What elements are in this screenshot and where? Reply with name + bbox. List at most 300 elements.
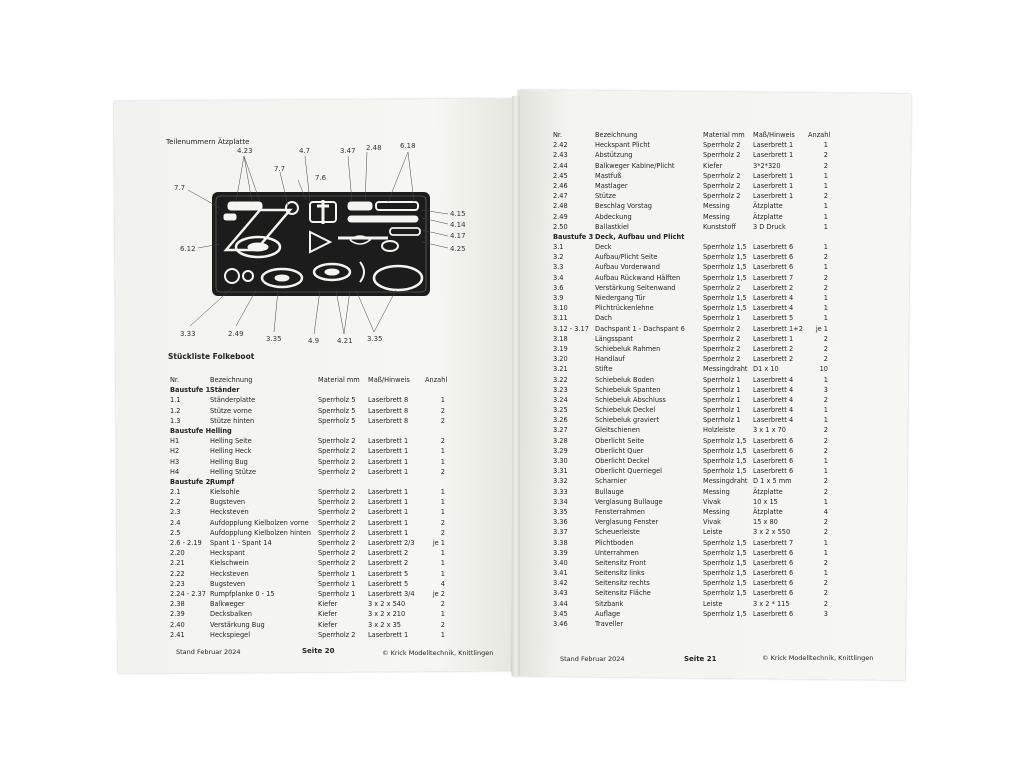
cell-anzahl: 1 <box>440 498 445 507</box>
table-row <box>553 487 873 497</box>
table-row <box>170 497 460 507</box>
cell-anzahl: 2 <box>823 558 828 567</box>
table-row <box>553 527 873 537</box>
col-header-mass: Maß/Hinweis <box>368 376 410 384</box>
cell-anzahl: je 1 <box>815 324 828 333</box>
cell-nr: 2.45 <box>553 171 568 180</box>
cell-nr: 2.48 <box>553 202 568 211</box>
table-header <box>553 130 873 140</box>
cell-material: Sperrholz 1,5 <box>703 538 747 547</box>
cell-nr: 3.25 <box>553 406 568 415</box>
cell-bezeichnung: Rumpf <box>210 477 235 486</box>
cell-nr: 3.46 <box>553 620 568 628</box>
cell-bezeichnung: Verstärkung Seitenwand <box>595 283 676 292</box>
cell-mass: Laserbrett 1 <box>753 171 794 180</box>
col-header-mass: Maß/Hinweis <box>753 131 795 139</box>
cell-bezeichnung: Seitensitz links <box>595 569 645 578</box>
cell-nr: 2.43 <box>553 151 568 160</box>
cell-material: Leiste <box>703 599 723 608</box>
cell-mass: Laserbrett 6 <box>753 457 794 465</box>
cell-anzahl: 2 <box>823 161 828 170</box>
cell-bezeichnung: Fensterrahmen <box>595 507 645 516</box>
cell-material: Sperrholz 2 <box>703 141 741 150</box>
cell-mass: Laserbrett 4 <box>753 304 794 313</box>
cell-nr: 2.3 <box>170 508 181 517</box>
cell-bezeichnung: Ständer <box>210 386 240 395</box>
table-row <box>553 252 873 262</box>
cell-nr: 3.21 <box>553 365 568 374</box>
cell-nr: H3 <box>170 457 180 466</box>
cell-anzahl: 1 <box>823 314 828 323</box>
table-row <box>170 406 460 416</box>
cell-bezeichnung: Stütze <box>595 192 617 201</box>
table-row <box>553 588 873 598</box>
section-row <box>170 477 460 487</box>
cell-bezeichnung: Schiebeluk Boden <box>595 375 655 384</box>
cell-anzahl: 1 <box>440 488 445 497</box>
table-row <box>553 578 873 588</box>
cell-mass: Laserbrett 6 <box>753 436 794 445</box>
cell-material: Sperrholz 1 <box>318 589 356 598</box>
cell-anzahl: 1 <box>440 447 445 456</box>
parts-list-heading: Stückliste Folkeboot <box>168 352 255 361</box>
cell-bezeichnung: Deck <box>595 243 612 252</box>
table-row <box>553 538 873 548</box>
col-header-bezeichnung: Bezeichnung <box>210 376 253 384</box>
cell-mass: Laserbrett 8 <box>368 396 409 405</box>
cell-nr: 2.40 <box>170 620 185 629</box>
table-row <box>553 517 873 527</box>
cell-mass: Laserbrett 5 <box>368 569 409 578</box>
col-header-material: Material mm <box>703 131 745 139</box>
cell-anzahl: 1 <box>823 263 828 272</box>
cell-nr: 3.4 <box>553 273 564 282</box>
cell-mass: Laserbrett 1 <box>368 508 409 517</box>
cell-bezeichnung: Scheuerleiste <box>595 528 640 537</box>
cell-anzahl: 2 <box>823 528 828 537</box>
cell-bezeichnung: Hecksteven <box>210 508 249 517</box>
cell-bezeichnung: Sitzbank <box>595 599 624 608</box>
cell-bezeichnung: Bugsteven <box>210 579 246 588</box>
cell-anzahl: 1 <box>823 141 828 150</box>
cell-anzahl: 2 <box>440 518 445 527</box>
cell-nr: 3.32 <box>553 477 568 486</box>
cell-material: Sperrholz 2 <box>318 539 356 547</box>
cell-bezeichnung: Helling Stütze <box>210 467 257 476</box>
cell-bezeichnung: Unterrahmen <box>595 548 639 557</box>
cell-bezeichnung: Mastlager <box>595 181 628 190</box>
cell-bezeichnung: Oberlicht Querriegel <box>595 467 662 476</box>
cell-nr: 2.39 <box>170 610 185 619</box>
cell-bezeichnung: Heckspant Plicht <box>595 141 651 150</box>
table-row <box>553 385 873 395</box>
cell-mass: D 1 x 5 mm <box>753 477 792 486</box>
table-row <box>553 619 873 629</box>
table-row <box>170 528 460 538</box>
cell-anzahl: 1 <box>823 548 828 557</box>
cell-anzahl: 1 <box>823 294 828 302</box>
table-row <box>553 201 873 211</box>
cell-anzahl: 1 <box>440 396 445 405</box>
callout-label: 4.25 <box>450 245 466 253</box>
cell-nr: 3.36 <box>553 518 568 527</box>
cell-anzahl: 1 <box>823 212 828 221</box>
cell-mass: Laserbrett 2/3 <box>368 539 415 547</box>
table-row <box>553 476 873 486</box>
cell-anzahl: 1 <box>440 457 445 466</box>
cell-material: Sperrholz 1 <box>703 375 741 384</box>
col-header-anzahl: Anzahl <box>808 131 831 139</box>
col-header-material: Material mm <box>318 376 360 384</box>
cell-bezeichnung: Ballastkiel <box>595 222 629 231</box>
cell-bezeichnung: Bugsteven <box>210 498 246 507</box>
cell-anzahl: 1 <box>440 610 445 619</box>
table-row <box>170 620 460 630</box>
table-row <box>553 262 873 272</box>
page-number: Seite 21 <box>684 655 717 663</box>
cell-bezeichnung: Aufbau Rückwand Hälften <box>595 273 681 282</box>
table-row <box>170 487 460 497</box>
cell-anzahl: 1 <box>823 569 828 578</box>
cell-nr: 2.23 <box>170 579 185 588</box>
cell-mass: Laserbrett 1 <box>753 181 794 190</box>
cell-nr: Baustufe Helling <box>170 426 232 435</box>
cell-mass: Laserbrett 6 <box>753 446 794 455</box>
cell-nr: 2.4 <box>170 518 181 527</box>
footer-page-number-right <box>684 655 716 663</box>
callout-label: 3.47 <box>340 147 356 155</box>
cell-mass: Laserbrett 2 <box>753 355 794 364</box>
table-row <box>170 589 460 599</box>
footer-stand-left: Stand Februar 2024 <box>176 648 241 656</box>
cell-anzahl: 1 <box>823 416 828 425</box>
cell-material: Sperrholz 1,5 <box>703 304 747 313</box>
cell-bezeichnung: Rumpfplanke 0 - 15 <box>210 589 275 598</box>
cell-nr: 3.45 <box>553 609 568 618</box>
cell-nr: 3.38 <box>553 538 568 547</box>
cell-nr: 3.19 <box>553 344 568 353</box>
cell-nr: 3.35 <box>553 507 568 516</box>
cell-bezeichnung: Plichtrückenlehne <box>595 304 654 313</box>
table-row <box>553 283 873 293</box>
cell-nr: 3.12 - 3.17 <box>553 324 589 333</box>
cell-material: Sperrholz 2 <box>318 549 356 558</box>
cell-mass: Laserbrett 1 <box>368 630 409 639</box>
cell-bezeichnung: Dachspant 1 - Dachspant 6 <box>595 324 685 333</box>
cell-nr: 2.22 <box>170 569 185 578</box>
cell-mass: Ätzplatte <box>753 487 783 496</box>
cell-material: Messing <box>703 212 730 221</box>
table-row <box>170 538 460 548</box>
cell-nr: 3.29 <box>553 446 568 455</box>
cell-material: Kiefer <box>318 610 338 619</box>
cell-anzahl: 2 <box>440 620 445 629</box>
cell-material: Sperrholz 1,5 <box>703 548 747 557</box>
cell-mass: Laserbrett 1 <box>368 467 409 476</box>
cell-material: Sperrholz 1,5 <box>703 243 747 252</box>
cell-nr: 2.42 <box>553 141 568 150</box>
table-row <box>170 467 460 477</box>
callout-label: 2.49 <box>228 330 244 338</box>
table-row <box>170 569 460 579</box>
cell-anzahl: 2 <box>823 253 828 262</box>
callout-label: 7.6 <box>315 174 327 182</box>
cell-bezeichnung: Aufdopplung Kielbolzen vorne <box>210 518 309 527</box>
cell-mass: Laserbrett 1 <box>368 457 409 466</box>
table-row <box>553 609 873 619</box>
cell-anzahl: 3 <box>823 385 828 394</box>
cell-material: Sperrholz 2 <box>318 498 356 507</box>
cell-material: Sperrholz 2 <box>703 324 741 333</box>
cell-anzahl: 2 <box>440 406 445 415</box>
table-row <box>553 344 873 354</box>
cell-material: Messingdraht <box>703 365 748 374</box>
cell-nr: 2.44 <box>553 161 568 170</box>
cell-mass: 3 x 1 x 70 <box>753 426 786 435</box>
cell-bezeichnung: Abstützung <box>595 151 633 160</box>
table-row <box>553 140 873 150</box>
cell-material: Sperrholz 5 <box>318 406 356 415</box>
cell-anzahl: 2 <box>823 426 828 435</box>
cell-nr: 3.37 <box>553 528 568 537</box>
cell-anzahl: 1 <box>823 406 828 415</box>
callout-label: 3.35 <box>367 335 383 343</box>
cell-material: Sperrholz 2 <box>318 457 356 466</box>
table-row <box>553 558 873 568</box>
parts-table-left <box>170 375 460 640</box>
cell-nr: 3.11 <box>553 314 568 323</box>
cell-mass: Laserbrett 1 <box>368 518 409 527</box>
cell-material: Sperrholz 1 <box>703 406 741 415</box>
cell-anzahl: 1 <box>823 171 828 180</box>
cell-mass: Laserbrett 6 <box>753 548 794 557</box>
cell-mass: Laserbrett 1 <box>753 192 794 201</box>
cell-mass: Laserbrett 1 <box>368 498 409 507</box>
cell-material: Sperrholz 1,5 <box>703 446 747 455</box>
cell-bezeichnung: Balkweger <box>210 600 245 609</box>
cell-bezeichnung: Schiebeluk graviert <box>595 416 660 425</box>
cell-nr: 3.6 <box>553 283 564 292</box>
cell-material: Sperrholz 5 <box>318 396 356 405</box>
cell-material: Holzleiste <box>703 426 736 435</box>
col-header-nr: Nr. <box>553 131 563 139</box>
cell-material: Messing <box>703 202 730 211</box>
table-row <box>553 395 873 405</box>
page-number: Seite 20 <box>302 647 335 655</box>
footer-page-number-left <box>302 647 334 655</box>
cell-nr: 2.47 <box>553 192 568 201</box>
cell-bezeichnung: Oberlicht Seite <box>595 436 645 445</box>
callout-label: 4.21 <box>337 337 353 345</box>
table-row <box>553 324 873 334</box>
cell-nr: 3.1 <box>553 243 564 252</box>
table-row <box>553 507 873 517</box>
cell-bezeichnung: Helling Heck <box>210 447 252 456</box>
cell-nr: 3.39 <box>553 548 568 557</box>
cell-bezeichnung: Heckspant <box>210 549 245 558</box>
cell-bezeichnung: Seitensitz Front <box>595 558 646 567</box>
table-row <box>553 456 873 466</box>
cell-anzahl: 2 <box>440 416 445 425</box>
cell-material: Sperrholz 1,5 <box>703 589 747 598</box>
cell-material: Sperrholz 2 <box>703 283 741 292</box>
callout-label: 4.15 <box>450 210 466 218</box>
cell-bezeichnung: Helling Bug <box>210 457 248 466</box>
cell-mass: Laserbrett 2 <box>753 344 794 353</box>
table-row <box>553 568 873 578</box>
cell-material: Sperrholz 1,5 <box>703 558 747 567</box>
table-row <box>553 375 873 385</box>
col-header-anzahl: Anzahl <box>425 376 448 384</box>
cell-nr: 3.33 <box>553 487 568 496</box>
cell-nr: H4 <box>170 467 180 476</box>
cell-material: Sperrholz 2 <box>318 528 356 537</box>
cell-mass: Laserbrett 4 <box>753 294 794 302</box>
cell-material: Sperrholz 2 <box>318 488 356 497</box>
cell-bezeichnung: Abdeckung <box>595 212 632 221</box>
cell-bezeichnung: Oberlicht Quer <box>595 446 644 455</box>
cell-nr: 3.28 <box>553 436 568 445</box>
cell-mass: Laserbrett 2 <box>368 559 409 568</box>
cell-anzahl: 1 <box>823 243 828 252</box>
cell-material: Messingdraht <box>703 477 748 486</box>
cell-material: Sperrholz 2 <box>318 630 356 639</box>
table-row <box>553 599 873 609</box>
parts-table-right <box>553 130 873 629</box>
callout-label: 7.7 <box>174 184 186 192</box>
cell-anzahl: 2 <box>823 192 828 201</box>
cell-bezeichnung: Schiebeluk Spanten <box>595 385 661 394</box>
cell-bezeichnung: Plichtboden <box>595 538 634 547</box>
cell-mass: Ätzplatte <box>753 212 783 221</box>
cell-nr: 3.22 <box>553 375 568 384</box>
cell-anzahl: 1 <box>823 181 828 190</box>
table-row <box>553 405 873 415</box>
cell-nr: 2.20 <box>170 549 185 558</box>
cell-mass: D1 x 10 <box>753 365 779 374</box>
cell-material: Messing <box>703 507 730 516</box>
cell-anzahl: 2 <box>823 518 828 527</box>
cell-bezeichnung: Schiebeluk Deckel <box>595 406 656 415</box>
cell-mass: 3 x 2 x 210 <box>368 610 406 619</box>
table-row <box>553 242 873 252</box>
cell-nr: 3.42 <box>553 579 568 588</box>
cell-mass: Laserbrett 6 <box>753 609 794 618</box>
cell-bezeichnung: Traveller <box>595 620 624 628</box>
cell-anzahl: 2 <box>823 477 828 486</box>
table-row <box>170 518 460 528</box>
cell-material: Vivak <box>703 497 721 506</box>
cell-anzahl: 1 <box>440 569 445 578</box>
cell-material: Sperrholz 1,5 <box>703 273 747 282</box>
cell-mass: 10 x 15 <box>753 497 778 506</box>
cell-bezeichnung: Mastfuß <box>595 171 622 180</box>
cell-anzahl: 2 <box>440 467 445 476</box>
cell-mass: Laserbrett 6 <box>753 589 794 598</box>
cell-nr: 3.3 <box>553 263 564 272</box>
cell-nr: 3.40 <box>553 558 568 567</box>
cell-mass: 3 x 2 x 540 <box>368 600 406 609</box>
cell-material: Sperrholz 2 <box>318 447 356 456</box>
cell-anzahl: 1 <box>823 375 828 384</box>
table-row <box>170 630 460 640</box>
cell-nr: H1 <box>170 437 180 446</box>
cell-mass: Laserbrett 3/4 <box>368 589 415 598</box>
table-row <box>170 548 460 558</box>
cell-bezeichnung: Stifte <box>595 365 613 374</box>
cell-mass: Laserbrett 1 <box>753 141 794 150</box>
cell-bezeichnung: Niedergang Tür <box>595 294 646 302</box>
cell-mass: Ätzplatte <box>753 202 783 211</box>
cell-material: Sperrholz 1 <box>703 416 741 425</box>
cell-mass: Laserbrett 8 <box>368 406 409 415</box>
cell-bezeichnung: Seitensitz rechts <box>595 579 650 588</box>
callout-label: 2.48 <box>366 144 382 152</box>
cell-bezeichnung: Verglasung Bullauge <box>595 497 663 506</box>
cell-bezeichnung: Stütze vorne <box>210 406 252 415</box>
cell-bezeichnung: Gleitschienen <box>595 426 640 435</box>
cell-material: Sperrholz 2 <box>703 334 741 343</box>
cell-nr: 1.2 <box>170 406 181 415</box>
table-row <box>170 599 460 609</box>
cell-anzahl: 1 <box>440 630 445 639</box>
cell-anzahl: 4 <box>823 507 828 516</box>
cell-mass: Ätzplatte <box>753 507 783 516</box>
table-row <box>553 161 873 171</box>
cell-material: Sperrholz 2 <box>703 181 741 190</box>
cell-anzahl: 1 <box>823 538 828 547</box>
cell-mass: Laserbrett 6 <box>753 253 794 262</box>
cell-anzahl: 2 <box>823 344 828 353</box>
cell-bezeichnung: Oberlicht Deckel <box>595 457 650 465</box>
cell-anzahl: 2 <box>823 589 828 598</box>
cell-nr: Baustufe 3 <box>553 232 594 241</box>
cell-mass: Laserbrett 6 <box>753 243 794 252</box>
cell-mass: Laserbrett 4 <box>753 416 794 425</box>
cell-bezeichnung: Decksbalken <box>210 610 252 619</box>
table-row <box>553 222 873 232</box>
cell-nr: 1.1 <box>170 396 181 405</box>
cell-mass: Laserbrett 6 <box>753 558 794 567</box>
cell-bezeichnung: Heckspiegel <box>210 630 251 639</box>
cell-material: Leiste <box>703 528 723 537</box>
cell-anzahl: 1 <box>823 202 828 211</box>
callout-label: 4.7 <box>299 147 311 155</box>
cell-nr: 1.3 <box>170 416 181 425</box>
cell-mass: Laserbrett 4 <box>753 385 794 394</box>
book-spine <box>512 96 520 676</box>
cell-bezeichnung: Hecksteven <box>210 569 249 578</box>
table-row <box>553 191 873 201</box>
callout-label: 4.17 <box>450 232 466 240</box>
cell-nr: 3.31 <box>553 467 568 476</box>
cell-bezeichnung: Auflage <box>595 609 621 618</box>
etch-plate-title: Teilenummern Ätzplatte <box>166 138 250 146</box>
table-row <box>553 548 873 558</box>
cell-bezeichnung: Schiebeluk Rahmen <box>595 344 661 353</box>
cell-anzahl: 2 <box>823 334 828 343</box>
cell-material: Sperrholz 1,5 <box>703 294 747 302</box>
callout-label: 3.33 <box>180 330 196 338</box>
cell-nr: 3.30 <box>553 457 568 465</box>
cell-bezeichnung: Bullauge <box>595 487 624 496</box>
callout-label: 4.14 <box>450 221 466 229</box>
cell-nr: 2.6 - 2.19 <box>170 539 202 547</box>
table-row <box>553 436 873 446</box>
cell-nr: 3.20 <box>553 355 568 364</box>
cell-nr: 3.41 <box>553 569 568 578</box>
cell-nr: H2 <box>170 447 180 456</box>
